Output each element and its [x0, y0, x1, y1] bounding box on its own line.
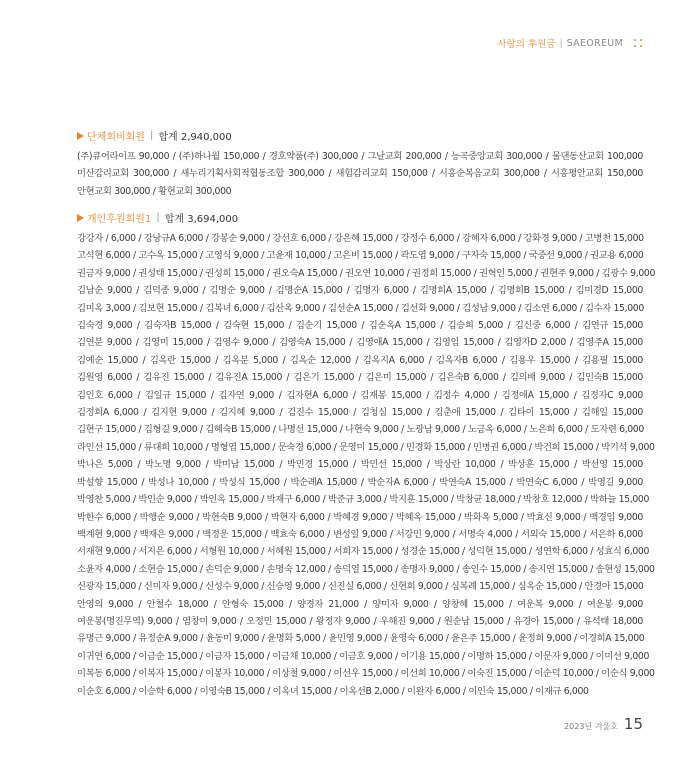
donor-line: 이순호 6,000 / 이승학 6,000 / 이영숙B 15,000 / 이옥녀 15,000 / 이옥선B 2,000 / 이완자 6,000 / 이인숙 15,000 / 이재규 6,000 [77, 685, 589, 697]
donor-line: 여운봉(명진무역) 9,000 / 염창미 9,000 / 오정민 15,000 / 왕정자 9,000 / 우해진 9,000 / 원순남 15,000 / 유경아 15,000 / 유석태 18,000 [77, 615, 643, 627]
section-name: 단체회비회원 [87, 132, 145, 143]
section-individual-members [77, 210, 656, 700]
donor-line: 김미옥 3,000 / 김보현 15,000 / 김복녀 6,000 / 김산옥 9,000 / 김선순A 15,000 / 김선화 9,000 / 김성남 9,000 / 김소연 6,000 / 김수자 15,000 [77, 302, 644, 314]
donor-list [77, 230, 656, 700]
donor-line: 안영의 9,000 / 안철수 18,000 / 안형숙 15,000 / 양경자 21,000 / 양미자 9,000 / 양창혜 15,000 / 여운복 9,000 / 여운봉 9,000 [77, 598, 643, 610]
section-total: 합계 2,940,000 [158, 132, 232, 143]
donor-line: 이복동 6,000 / 이복자 15,000 / 이봉자 10,000 / 이상철 9,000 / 이선우 15,000 / 이선희 10,000 / 이숙진 15,000 / 이순덕 10,000 / 이순식 9,000 [77, 668, 655, 680]
donor-line: 라인선 15,000 / 류대희 10,000 / 명형엽 15,000 / 문숙경 6,000 / 문영미 15,000 / 민경화 15,000 / 민병권 6,000 / 박건희 15,000 / 박기석 9,000 [77, 441, 655, 453]
donor-line: 김현구 15,000 / 김형길 9,000 / 김혜숙B 15,000 / 나명선 15,000 / 나현숙 9,000 / 노광남 9,000 / 노금옥 6,000 / 노은희 6,000 / 도자련 6,000 [77, 424, 644, 436]
donor-line: 김남순 9,000 / 김덕종 9,000 / 김명순 9,000 / 김명순A 15,000 / 김명자 6,000 / 김명희A 15,000 / 김명희B 15,000 / 김미경D 15,000 [77, 285, 643, 297]
page-number: 15 [623, 715, 643, 733]
section-group-members [77, 128, 643, 200]
donor-line: 김인호 6,000 / 김일규 15,000 / 김자연 9,000 / 김자현A 6,000 / 김재봉 15,000 / 김정수 4,000 / 김정애A 15,000 / 김정자C 9,000 [77, 389, 643, 401]
donor-line: 김정희A 6,000 / 김지현 9,000 / 김지혜 9,000 / 김진수 15,000 / 김청심 15,000 / 김춘애 15,000 / 김타이 15,000 / 김해일 15,000 [77, 407, 643, 419]
donor-line: 박한수 6,000 / 박행순 9,000 / 박현숙B 9,000 / 박현자 6,000 / 박혜경 9,000 / 박혜옥 15,000 / 박화옥 5,000 / 박효신 9,000 / 백경임 9,000 [77, 511, 643, 523]
header-brand: SAEOREUM [566, 37, 623, 49]
header-title: 사랑의 후원금 [497, 39, 556, 50]
dots-icon [634, 39, 643, 48]
heading-separator: | [149, 130, 154, 141]
section-heading [77, 128, 643, 143]
section-heading [77, 210, 643, 225]
donor-line: 서재현 9,000 / 서지은 6,000 / 서형원 10,000 / 서혜원 15,000 / 서희자 15,000 / 성경순 15,000 / 성덕현 15,000 / 성연학 6,000 / 성효식 6,000 [77, 546, 650, 558]
donor-line: 유명근 9,000 / 유정순A 9,000 / 윤동미 9,000 / 윤명화 5,000 / 윤민영 9,000 / 윤영숙 6,000 / 윤은주 15,000 / 윤정희 9,000 / 이경희A 15,000 [77, 633, 645, 645]
triangle-bullet-icon [77, 214, 84, 222]
donor-line: 박영찬 5,000 / 박인순 9,000 / 박인옥 15,000 / 박재구 6,000 / 박준규 3,000 / 박지훈 15,000 / 박창균 18,000 / 박창호 12,000 / 박하늘 15,000 [77, 494, 650, 506]
donor-line: 김숙경 9,000 / 김숙자B 15,000 / 김숙현 15,000 / 김순기 15,000 / 김순옥A 15,000 / 김승희 5,000 / 김신중 6,000 / 김연규 15,000 [77, 320, 643, 332]
donor-line: 박설향 15,000 / 박성나 10,000 / 박성식 15,000 / 박순례A 15,000 / 박순자A 6,000 / 박연숙A 15,000 / 박연숙C 6,000 / 박영길 9,000 [77, 476, 643, 488]
header-separator: | [559, 37, 563, 49]
heading-separator: | [156, 212, 160, 223]
issue-label: 2023년 겨울호 [564, 722, 618, 731]
donor-line: 미산감리교회 300,000 / 새누리기획사회적협동조합 300,000 / 새힘감리교회 150,000 / 시흥순복음교회 300,000 / 시흥평안교회 150,000 [77, 168, 643, 180]
donor-line: 박나은 5,000 / 박노명 9,000 / 박미남 15,000 / 박민경 15,000 / 박민선 15,000 / 박상란 10,000 / 박상훈 15,000 / 박선영 15,000 [77, 459, 643, 471]
donor-line: 권금자 9,000 / 권성태 15,000 / 권성희 15,000 / 권오숙A 15,000 / 권오연 10,000 / 권정희 15,000 / 권혁인 5,000 / 권현주 9,000 / 김광수 9,000 [77, 267, 656, 279]
donor-line: 김연분 9,000 / 김영미 15,000 / 김영수 9,000 / 김영숙A 15,000 / 김영애A 15,000 / 김영임 15,000 / 김영자D 2,000 / 김영주A 15,000 [77, 337, 643, 349]
section-total: 합계 3,694,000 [164, 214, 239, 225]
triangle-bullet-icon [77, 132, 84, 140]
page-footer [564, 715, 643, 733]
donor-line: 김예순 15,000 / 김옥란 15,000 / 김옥분 5,000 / 김옥순 12,000 / 김옥지A 6,000 / 김옥자B 6,000 / 김용우 15,000 / 김용필 15,000 [77, 354, 643, 366]
donor-line: 소윤자 4,000 / 소현승 15,000 / 손덕순 9,000 / 손명숙 12,000 / 송덕열 15,000 / 송명자 9,000 / 송인수 15,000 / 송지연 15,000 / 송현성 15,000 [77, 563, 655, 575]
page-header [497, 36, 643, 50]
donor-list [77, 148, 643, 200]
donor-line: 이귀연 6,000 / 이금순 15,000 / 이금자 15,000 / 이금채 10,000 / 이금호 9,000 / 이기용 15,000 / 이명하 15,000 / 이문자 9,000 / 이미선 9,000 [77, 650, 650, 662]
donor-line: 백계현 9,000 / 백재은 9,000 / 백정운 15,000 / 백효숙 6,000 / 변성일 9,000 / 서강민 9,000 / 서명숙 4,000 / 서외숙 15,000 / 서은하 6,000 [77, 528, 643, 540]
donor-line: 신광자 15,000 / 신미자 9,000 / 신성수 9,000 / 신승영 9,000 / 신진실 6,000 / 신현희 9,000 / 심복례 15,000 / 심옥순 15,000 / 안경아 15,000 [77, 581, 644, 593]
donor-line: 안현교회 300,000 / 황현교회 300,000 [77, 185, 232, 197]
donor-line: 강강자 / 6,000 / 강낭규A 6,000 / 강봉순 9,000 / 강선호 6,000 / 강은혜 15,000 / 강정수 6,000 / 강혜자 6,000 / 강화경 9,000 / 고병천 15,000 [77, 233, 644, 244]
section-name: 개인후원회원1 [87, 214, 152, 225]
donor-line: (주)큐어라이프 90,000 / (주)하나월 150,000 / 경호약품(주) 300,000 / 그날교회 200,000 / 능곡중앙교회 300,000 / 물댄동산교회 100,000 [77, 151, 643, 162]
donor-line: 고석현 6,000 / 고수옥 15,000 / 고영식 9,000 / 고윤재 10,000 / 고은비 15,000 / 곽도엽 9,000 / 구자숙 15,000 / 국중선 9,000 / 권교용 6,000 [77, 250, 644, 262]
donor-line: 김원영 6,000 / 김유진 15,000 / 김유진A 15,000 / 김은기 15,000 / 김은미 15,000 / 김은숙B 6,000 / 김의배 9,000 / 김인숙B 15,000 [77, 372, 643, 384]
